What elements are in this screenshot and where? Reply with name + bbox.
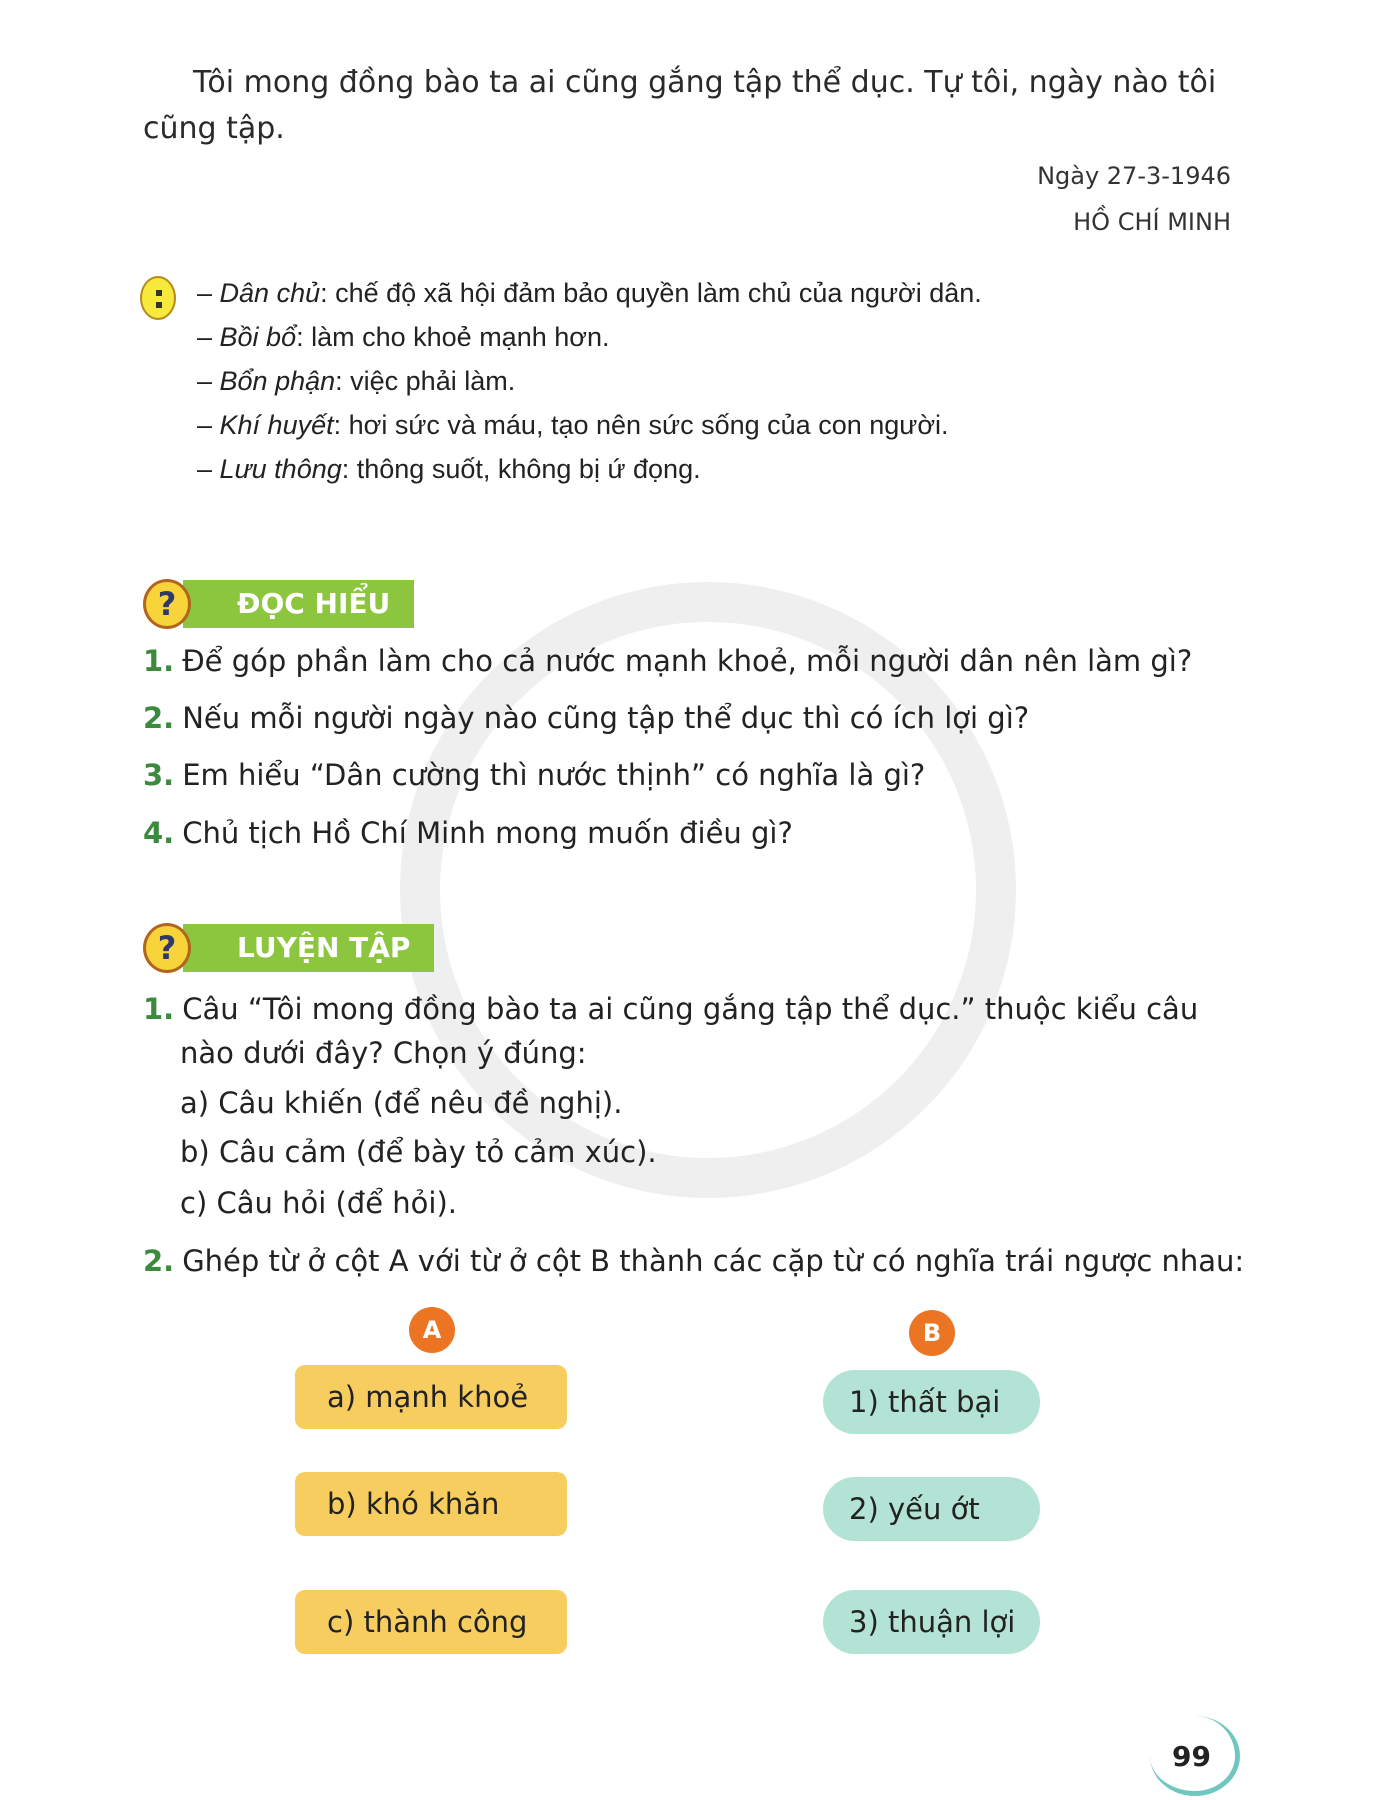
column-a-item[interactable]: c) thành công <box>295 1590 567 1654</box>
glossary-item: – Dân chủ: chế độ xã hội đảm bảo quyền làm chủ của người dân. <box>197 278 982 308</box>
exercise-1-line2: nào dưới đây? Chọn ý đúng: <box>180 1036 587 1070</box>
section-header-doc-hieu <box>143 578 414 630</box>
glossary-item: – Lưu thông: thông suốt, không bị ứ đọng. <box>197 454 701 484</box>
column-a-item[interactable]: a) mạnh khoẻ <box>295 1365 567 1429</box>
passage-author: HỒ CHÍ MINH <box>1073 208 1231 236</box>
glossary-item: – Bổn phận: việc phải làm. <box>197 366 516 396</box>
passage-closing: Tôi mong đồng bào ta ai cũng gắng tập thể dục. Tự tôi, ngày nào tôi cũng tập. <box>143 65 1217 146</box>
option-c[interactable]: c) Câu hỏi (để hỏi). <box>180 1186 457 1220</box>
section-title: LUYỆN TẬP <box>183 924 434 972</box>
glossary-item: – Khí huyết: hơi sức và máu, tạo nên sức sống của con người. <box>197 410 949 440</box>
column-b-item[interactable]: 2) yếu ớt <box>823 1477 1040 1541</box>
page-number: 99 <box>1172 1740 1211 1773</box>
question: 2. Nếu mỗi người ngày nào cũng tập thể dục thì có ích lợi gì? <box>143 701 1030 735</box>
exercise-2: 2. Ghép từ ở cột A với từ ở cột B thành các cặp từ có nghĩa trái ngược nhau: <box>143 1244 1245 1278</box>
section-title: ĐỌC HIỂU <box>183 580 414 628</box>
glossary-icon <box>140 276 176 320</box>
column-b-item[interactable]: 3) thuận lợi <box>823 1590 1040 1654</box>
question: 3. Em hiểu “Dân cường thì nước thịnh” có nghĩa là gì? <box>143 758 926 792</box>
glossary-item: – Bồi bổ: làm cho khoẻ mạnh hơn. <box>197 322 610 352</box>
option-b[interactable]: b) Câu cảm (để bày tỏ cảm xúc). <box>180 1135 657 1169</box>
passage-date: Ngày 27-3-1946 <box>1037 162 1231 190</box>
question: 1. Để góp phần làm cho cả nước mạnh khoẻ, mỗi người dân nên làm gì? <box>143 644 1193 678</box>
question-mark-icon: ? <box>143 579 191 629</box>
option-a[interactable]: a) Câu khiến (để nêu đề nghị). <box>180 1086 623 1120</box>
question: 4. Chủ tịch Hồ Chí Minh mong muốn điều gì? <box>143 816 793 850</box>
column-a-label: A <box>409 1307 455 1353</box>
question-mark-icon: ? <box>143 923 191 973</box>
column-a-item[interactable]: b) khó khăn <box>295 1472 567 1536</box>
section-header-luyen-tap <box>143 922 434 974</box>
column-b-item[interactable]: 1) thất bại <box>823 1370 1040 1434</box>
exercise-1: 1. Câu “Tôi mong đồng bào ta ai cũng gắng tập thể dục.” thuộc kiểu câu <box>143 992 1199 1026</box>
column-b-label: B <box>909 1310 955 1356</box>
